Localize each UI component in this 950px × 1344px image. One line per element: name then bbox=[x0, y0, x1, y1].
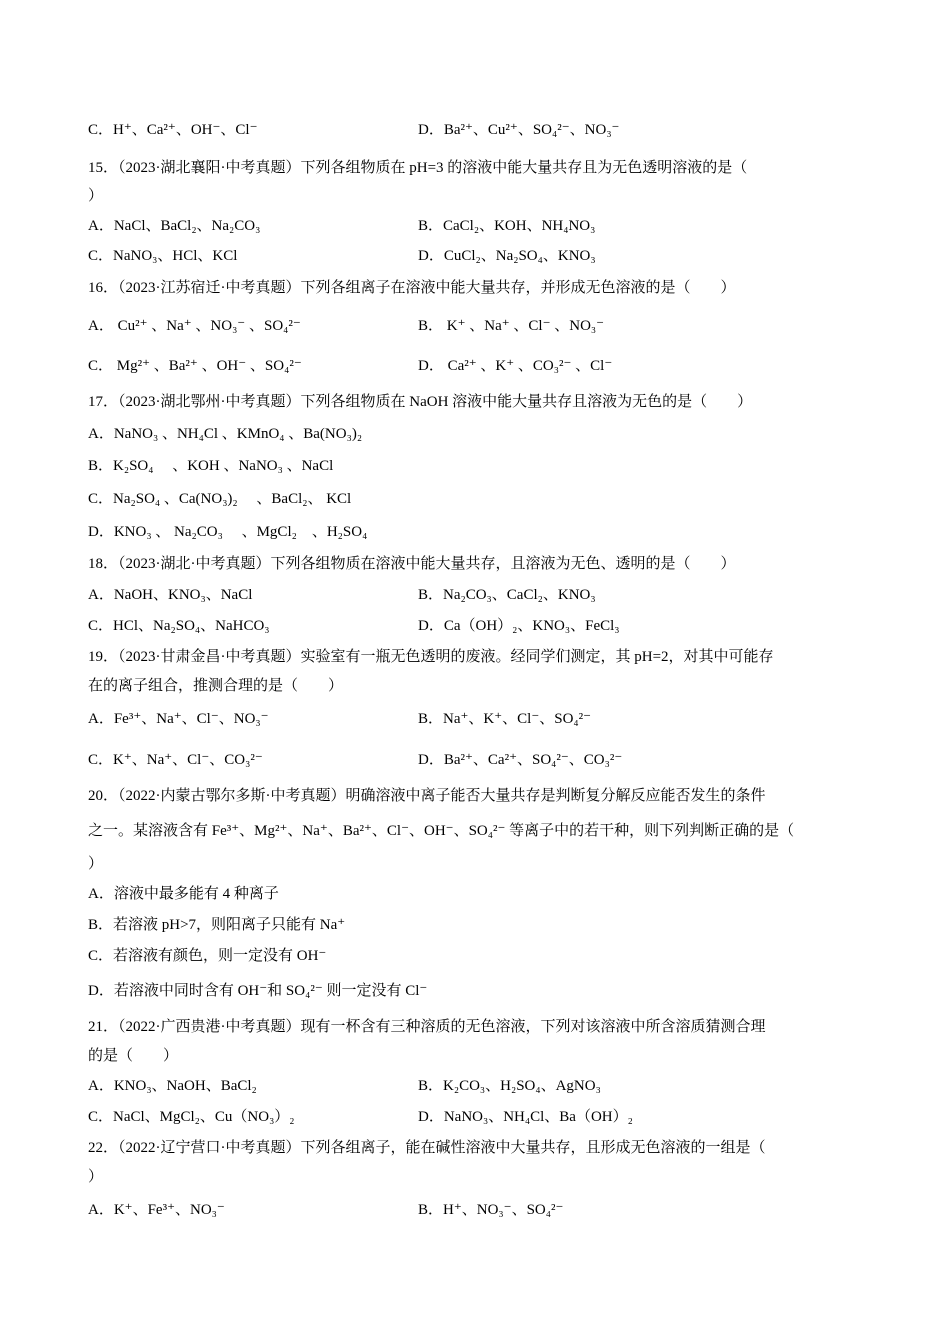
text-line: 21．（2022·广西贵港·中考真题）现有一杯含有三种溶质的无色溶液，下列对该溶液中所含溶质猜测合理 bbox=[88, 1019, 766, 1035]
text-line: D．若溶液中同时含有 OH⁻和 SO₄²⁻ 则一定没有 Cl⁻ bbox=[88, 983, 428, 999]
option-right: B． K⁺ 、Na⁺ 、Cl⁻ 、NO₃⁻ bbox=[418, 318, 605, 334]
text-line: ） bbox=[88, 188, 104, 204]
text-line: ） bbox=[88, 1169, 104, 1185]
option-right: B．H⁺、NO₃⁻、SO₄²⁻ bbox=[418, 1202, 564, 1218]
text-line: 之一。某溶液含有 Fe³⁺、Mg²⁺、Na⁺、Ba²⁺、Cl⁻、OH⁻、SO₄²⁻ 等离子中的若干种，则下列判断正确的是（ bbox=[88, 823, 795, 839]
option-left: A． Cu²⁺ 、Na⁺ 、NO₃⁻ 、SO₄²⁻ bbox=[88, 318, 301, 334]
option-left: A．NaCl、BaCl₂、Na₂CO₃ bbox=[88, 218, 261, 234]
text-line: 15．（2023·湖北襄阳·中考真题）下列各组物质在 pH=3 的溶液中能大量共存且为无色透明溶液的是（ bbox=[88, 160, 748, 176]
option-left: A．KNO₃、NaOH、BaCl₂ bbox=[88, 1078, 257, 1094]
option-right: D．Ba²⁺、Cu²⁺、SO₄²⁻、NO₃⁻ bbox=[418, 122, 620, 138]
text-line: D．KNO₃ 、 Na₂CO₃ 、MgCl₂ 、H₂SO₄ bbox=[88, 524, 368, 540]
option-right: D．Ca（OH）₂、KNO₃、FeCl₃ bbox=[418, 618, 620, 634]
option-left: C．NaNO₃、HCl、KCl bbox=[88, 248, 238, 264]
option-right: B．Na⁺、K⁺、Cl⁻、SO₄²⁻ bbox=[418, 711, 592, 727]
option-right: D． Ca²⁺ 、K⁺ 、CO₃²⁻ 、Cl⁻ bbox=[418, 358, 613, 374]
option-right: D．Ba²⁺、Ca²⁺、SO₄²⁻、CO₃²⁻ bbox=[418, 752, 623, 768]
text-line: 18．（2023·湖北·中考真题）下列各组物质在溶液中能大量共存，且溶液为无色、透明的是（ ） bbox=[88, 556, 736, 572]
option-right: D．NaNO₃、NH₄Cl、Ba（OH）₂ bbox=[418, 1109, 633, 1125]
text-line: A．溶液中最多能有 4 种离子 bbox=[88, 886, 279, 902]
option-right: D．CuCl₂、Na₂SO₄、KNO₃ bbox=[418, 248, 596, 264]
option-right: B．Na₂CO₃、CaCl₂、KNO₃ bbox=[418, 587, 596, 603]
text-line: 在的离子组合，推测合理的是（ ） bbox=[88, 678, 344, 694]
text-line: C．Na₂SO₄ 、Ca(NO₃)₂ 、BaCl₂、 KCl bbox=[88, 491, 352, 507]
option-left: A．K⁺、Fe³⁺、NO₃⁻ bbox=[88, 1202, 225, 1218]
text-line: 16．（2023·江苏宿迁·中考真题）下列各组离子在溶液中能大量共存，并形成无色溶液的是（ ） bbox=[88, 280, 736, 296]
option-left: C． Mg²⁺ 、Ba²⁺ 、OH⁻ 、SO₄²⁻ bbox=[88, 358, 302, 374]
option-left: A．Fe³⁺、Na⁺、Cl⁻、NO₃⁻ bbox=[88, 711, 269, 727]
text-line: 17．（2023·湖北鄂州·中考真题）下列各组物质在 NaOH 溶液中能大量共存且溶液为无色的是（ ） bbox=[88, 394, 753, 410]
text-line: ） bbox=[88, 856, 104, 872]
option-left: C．H⁺、Ca²⁺、OH⁻、Cl⁻ bbox=[88, 122, 258, 138]
text-line: A．NaNO₃ 、NH₄Cl 、KMnO₄ 、Ba(NO₃)₂ bbox=[88, 426, 363, 442]
text-line: B．若溶液 pH>7，则阳离子只能有 Na⁺ bbox=[88, 917, 346, 933]
text-line: B．K₂SO₄ 、KOH 、NaNO₃ 、NaCl bbox=[88, 458, 334, 474]
option-left: A．NaOH、KNO₃、NaCl bbox=[88, 587, 253, 603]
option-left: C．NaCl、MgCl₂、Cu（NO₃）₂ bbox=[88, 1109, 295, 1125]
option-right: B．CaCl₂、KOH、NH₄NO₃ bbox=[418, 218, 596, 234]
option-right: B．K₂CO₃、H₂SO₄、AgNO₃ bbox=[418, 1078, 601, 1094]
text-line: C．若溶液有颜色，则一定没有 OH⁻ bbox=[88, 948, 327, 964]
text-line: 20．（2022·内蒙古鄂尔多斯·中考真题）明确溶液中离子能否大量共存是判断复分解反应能否发生的条件 bbox=[88, 788, 766, 804]
option-left: C．K⁺、Na⁺、Cl⁻、CO₃²⁻ bbox=[88, 752, 263, 768]
text-line: 的是（ ） bbox=[88, 1048, 179, 1064]
text-line: 19．（2023·甘肃金昌·中考真题）实验室有一瓶无色透明的废液。经同学们测定，其 pH=2，对其中可能存 bbox=[88, 649, 774, 665]
option-left: C．HCl、Na₂SO₄、NaHCO₃ bbox=[88, 618, 270, 634]
text-line: 22．（2022·辽宁营口·中考真题）下列各组离子，能在碱性溶液中大量共存，且形成无色溶液的一组是（ bbox=[88, 1140, 766, 1156]
